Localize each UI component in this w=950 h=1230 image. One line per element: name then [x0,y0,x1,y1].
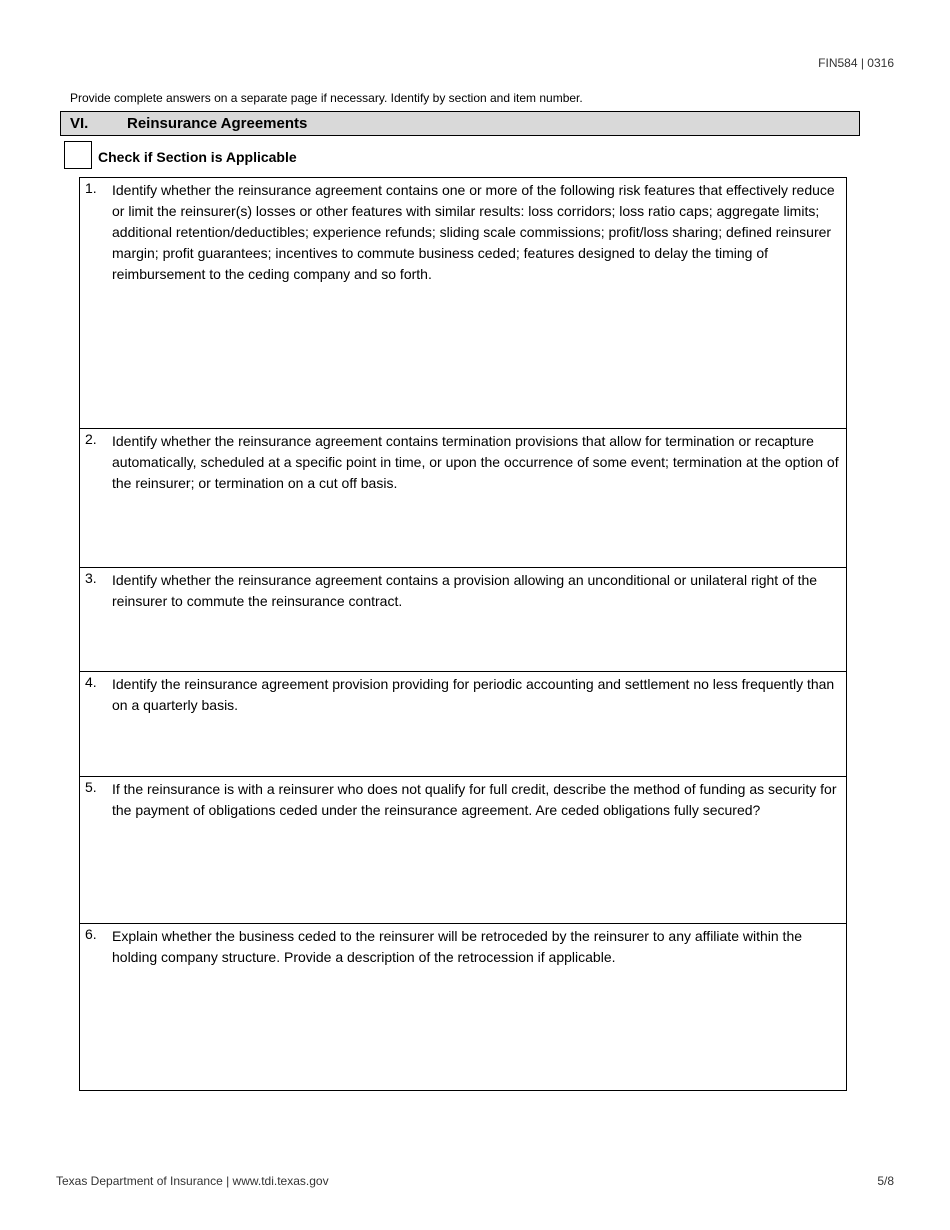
question-row[interactable] [80,178,846,429]
question-row[interactable] [80,568,846,672]
question-row[interactable] [80,429,846,568]
instructions-text: Provide complete answers on a separate page if necessary. Identify by section and item number. [70,91,583,105]
section-title: Reinsurance Agreements [127,115,308,132]
footer-organization: Texas Department of Insurance | www.tdi.texas.gov [56,1174,329,1188]
question-row[interactable] [80,777,846,924]
question-number: 6. [85,926,97,942]
section-number: VI. [70,115,89,132]
question-text: Identify whether the reinsurance agreement contains one or more of the following risk features that effectively reduce or limit the reinsurer(s) losses or other features with similar results: loss corridors; loss ratio caps; aggregate limits; additional retention/deductibles; experience refunds; sliding scale commissions; profit/loss sharing; defined reinsurer margin; profit guarantees; incentives to commute business ceded; features designed to delay the timing of reimbursement to the ceding company and so forth. [112,182,835,282]
question-row[interactable] [80,672,846,777]
question-number: 1. [85,180,97,196]
question-text: If the reinsurance is with a reinsurer who does not qualify for full credit, describe the method of funding as security for the payment of obligations ceded under the reinsurance agreement. Are ceded obligations fully secured? [112,781,837,818]
footer-page-number: 5/8 [877,1174,894,1188]
section-applicable-checkbox[interactable] [64,141,92,169]
question-number: 3. [85,570,97,586]
question-text: Explain whether the business ceded to the reinsurer will be retroceded by the reinsurer to any affiliate within the holding company structure. Provide a description of the retrocession if applicable. [112,928,803,965]
question-text: Identify whether the reinsurance agreement contains termination provisions that allow for termination or recapture automatically, scheduled at a specific point in time, or upon the occurrence of some event; termination at the option of the reinsurer; or termination on a cut off basis. [112,433,839,491]
question-row[interactable] [80,924,846,1090]
question-number: 2. [85,431,97,447]
question-number: 4. [85,674,97,690]
form-id: FIN584 | 0316 [818,56,894,70]
question-text: Identify the reinsurance agreement provision providing for periodic accounting and settlement no less frequently than on a quarterly basis. [112,676,835,713]
section-applicable-label: Check if Section is Applicable [98,149,297,165]
question-number: 5. [85,779,97,795]
question-text: Identify whether the reinsurance agreement contains a provision allowing an unconditional or unilateral right of the reinsurer to commute the reinsurance contract. [112,572,818,609]
questions-table [79,177,847,1091]
section-header [60,111,860,136]
